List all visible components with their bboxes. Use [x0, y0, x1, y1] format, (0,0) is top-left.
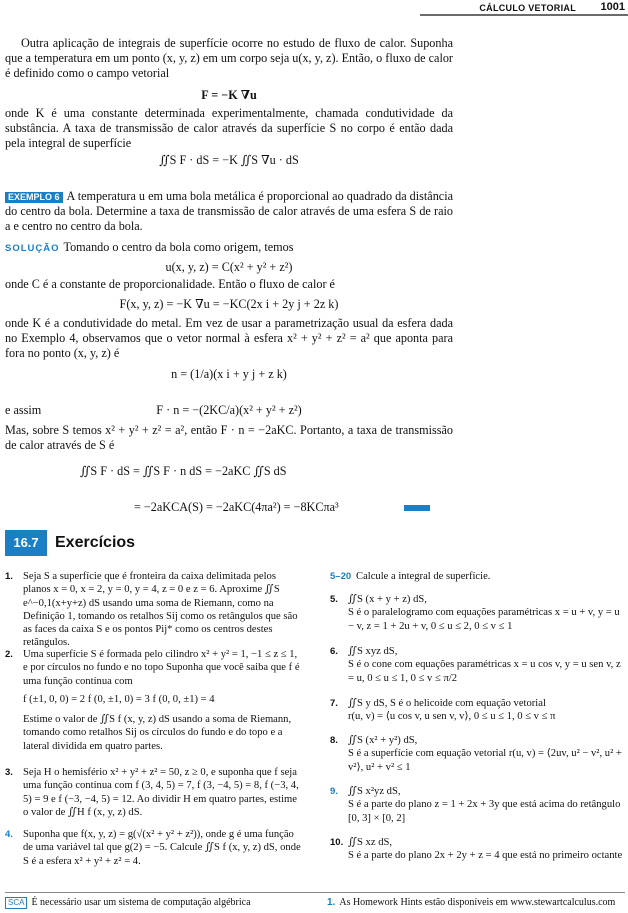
exercise-text: Seja S a superfície que é fronteira da caixa delimitada pelos planos x = 0, x = 2, y = 0, y = 4, z = 0 e z = 6. Aproxime ∬S e^−0,1(x+y+z) dS usando uma soma de Riemann, como na Definição 1, tomando os retalhos Sij como os retângulos que são as faces da caixa S e os pontos Pij* como os centros destes retângulos.	[23, 571, 298, 649]
exercise-text: Seja H o hemisfério x² + y² + z² = 50, z ≥ 0, e suponha que f seja uma função contínua com f (3, 4, 5) = 7, f (3, −4, 5) = 8, f (−3, 4, 5) = 9 e f (−3, −4, 5) = 12. Ao dividir H em quatro partes, estime o valor de ∬H f (x, y, z) dS.	[23, 767, 299, 818]
cas-note-text: É necessário usar um sistema de computação algébrica	[31, 897, 251, 908]
exercise-text: S é a superfície com equação vetorial r(u, v) = ⟨2uv, u² − v², u² + v²⟩, u² + v² ≤ 1	[348, 748, 622, 773]
exercise-integral: ∬S xyz dS,	[348, 646, 398, 657]
footer-note-hints	[327, 895, 615, 910]
exercise-integral: ∬S x²yz dS,	[348, 786, 401, 797]
hints-number: 1.	[327, 897, 336, 908]
temperature-equation: u(x, y, z) = C(x² + y² + z²)	[165, 260, 293, 274]
exercises-title: Exercícios	[55, 534, 136, 551]
exercise-continuation	[5, 713, 301, 753]
intro-paragraph-2: onde K é uma constante determinada experimentalmente, chamada condutividade da substância. A taxa de transmissão de calor através da superfície S no corpo é então dada pela integral de superfície	[5, 106, 453, 150]
exercise-range-label: 5–20	[330, 571, 352, 582]
example-6	[5, 189, 453, 234]
exercise-number: 9.	[330, 786, 338, 797]
exercise-integral: ∬S (x + y + z) dS,	[348, 594, 427, 605]
heat-flow-equation: F = −K ∇u	[201, 88, 257, 102]
exercise-item	[5, 648, 301, 688]
solution-text-2: onde C é a constante de proporcionalidade. Então o fluxo de calor é	[5, 277, 335, 291]
solution-intro	[5, 240, 453, 256]
solution-text-4: e assim	[5, 403, 42, 417]
exercise-item	[5, 766, 301, 819]
exercise-text: Uma superfície S é formada pelo cilindro x² + y² = 1, −1 ≤ z ≤ 1, e por círculos no fundo e no topo Suponha que você saiba que f é uma função contínua com	[23, 649, 300, 687]
end-of-example-mark	[404, 505, 430, 511]
exercise-item	[330, 734, 624, 774]
solution-text-5: Mas, sobre S temos x² + y² + z² = a², então F · n = −2aKC. Portanto, a taxa de transmissão de calor através de S é	[5, 423, 453, 452]
rate-integral-equation: ∬S F · dS = ∬S F · n dS = −2aKC ∬S dS	[80, 464, 287, 478]
exercise-number: 1.	[5, 571, 13, 582]
exercise-item	[5, 828, 301, 868]
example-text: A temperatura u em uma bola metálica é proporcional ao quadrado da distância do centro da bola. Determine a taxa de transmissão de calor através de uma esfera S de raio a e centro no centro da bola.	[5, 189, 453, 233]
exercise-item	[330, 785, 624, 825]
rate-result-equation: = −2aKCA(S) = −2aKC(4πa²) = −8KCπa³	[134, 500, 339, 514]
exercise-number: 8.	[330, 735, 338, 746]
exercise-integral: ∬S y dS, S é o helicoide com equação vetorial	[348, 698, 546, 709]
exercise-text: S é o paralelogramo com equações paramétricas x = u + v, y = u − v, z = 1 + 2u + v, 0 ≤ u ≤ 2, 0 ≤ v ≤ 1	[348, 607, 620, 632]
page-number: 1001	[600, 1, 625, 13]
solution-text-1: Tomando o centro da bola como origem, temos	[63, 240, 294, 254]
exercise-text: r(u, v) = ⟨u cos v, u sen v, v⟩, 0 ≤ u ≤ 1, 0 ≤ v ≤ π	[348, 711, 556, 723]
exercise-range-text: Calcule a integral de superfície.	[356, 571, 491, 582]
exercise-integral: ∬S (x² + y²) dS,	[348, 735, 418, 746]
exercises-heading	[5, 530, 625, 556]
intro-paragraph-1: Outra aplicação de integrais de superfície ocorre no estudo de fluxo de calor. Suponha que a temperatura em um ponto (x, y, z) em um corpo seja u(x, y, z). Então, o fluxo de calor é definido como o campo vetorial	[5, 36, 453, 80]
exercise-text: S é a parte do plano z = 1 + 2x + 3y que está acima do retângulo [0, 3] × [0, 2]	[348, 799, 621, 824]
exercise-integral: ∬S xz dS,	[348, 837, 393, 848]
flux-normal-equation: F · n = −(2KC/a)(x² + y² + z²)	[156, 403, 302, 417]
flux-equation: F(x, y, z) = −K ∇u = −KC(2x i + 2y j + 2z k)	[119, 297, 339, 311]
exercise-number: 4.	[5, 829, 13, 840]
exercise-item	[330, 593, 624, 633]
exercise-number: 5.	[330, 594, 338, 605]
section-title: CÁLCULO VETORIAL	[479, 3, 576, 13]
running-header	[0, 0, 628, 14]
exercise-text: Estime o valor de ∬S f (x, y, z) dS usando a soma de Riemann, tomando como retalhos Sij os círculos do fundo e do topo e a lateral dividida em quatro partes.	[23, 714, 292, 752]
exercise-number: 3.	[5, 767, 13, 778]
footer-rule	[5, 892, 625, 893]
exercise-text: Suponha que f(x, y, z) = g(√(x² + y² + z²)), onde g é uma função de uma variável tal que g(2) = −5. Calcule ∬S f (x, y, z) dS, onde S é a esfera x² + y² + z² = 4.	[23, 829, 301, 867]
solution-text-3: onde K é a condutividade do metal. Em vez de usar a parametrização usual da esfera dada no Exemplo 4, observamos que o vetor normal à esfera x² + y² + z² = a² que aponta para fora no ponto (x, y, z) é	[5, 316, 453, 360]
solution-label: SOLUÇÃO	[5, 243, 60, 254]
hints-note-text: As Homework Hints estão disponíveis em www.stewartcalculus.com	[339, 897, 616, 908]
exercise-number: 7.	[330, 698, 338, 709]
exercise-text: f (±1, 0, 0) = 2 f (0, ±1, 0) = 3 f (0, 0, ±1) = 4	[23, 694, 215, 705]
exercise-range	[330, 570, 624, 583]
exercise-values	[5, 693, 301, 706]
cas-badge: SCA	[5, 897, 27, 909]
exercise-number: 6.	[330, 646, 338, 657]
exercise-item	[5, 570, 301, 650]
exercise-number: 10.	[330, 837, 344, 848]
exercise-number: 2.	[5, 649, 13, 660]
normal-vector-equation: n = (1/a)(x i + y j + z k)	[171, 367, 287, 381]
exercise-text: S é o cone com equações paramétricas x = u cos v, y = u sen v, z = u, 0 ≤ u ≤ 1, 0 ≤ v ≤ π/2	[348, 659, 621, 684]
exercise-item	[330, 697, 624, 724]
footer-note-cas	[5, 895, 251, 910]
heat-rate-integral: ∬S F · dS = −K ∬S ∇u · dS	[159, 153, 299, 167]
example-label: EXEMPLO 6	[5, 192, 63, 203]
header-rule	[420, 14, 628, 16]
exercise-item	[330, 645, 624, 685]
exercise-text: S é a parte do plano 2x + 2y + z = 4 que está no primeiro octante	[348, 850, 623, 862]
exercise-item	[330, 836, 624, 863]
exercises-number: 16.7	[5, 530, 47, 556]
